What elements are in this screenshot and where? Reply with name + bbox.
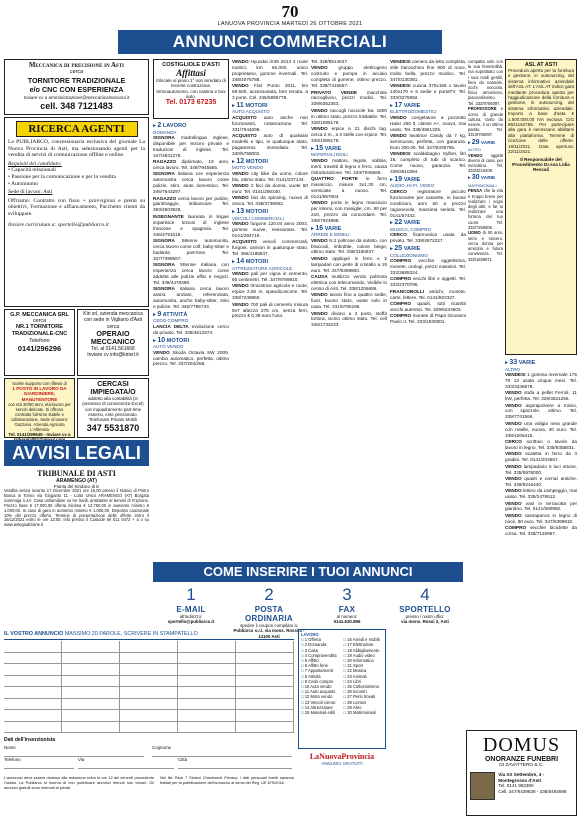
- kiri-cv: Inviare cv info@kirisrl.it: [87, 351, 139, 358]
- giardiniere-lines: con età 30/50 anni, età-lavoro per servizi delicate. Si offrono contratto full-time stabile e collaborazione. Sede di lavoro: Gazzano. Azienda Agricola L'Albereta: [8, 402, 71, 433]
- form-cell[interactable]: [62, 653, 120, 665]
- ad-30-2: UOMO di 50 anni, serio e sincero, cerca donna per amicizia e futura convivenza. Tel. 333/1839871.: [468, 230, 503, 262]
- form-cell[interactable]: [120, 641, 178, 653]
- ricerca-title: RICERCA AGENTI: [16, 121, 138, 137]
- form-privacy: Nel file Pack 7 Sintesi Chiarimenti Privacy: i dati personali forniti saranno trattati per la pubblicazione dell'annuncio ai sensi del Reg. UE 679/2016.: [160, 775, 294, 785]
- ad-2-4: RAGAZZO cerca lavoro per pulizie, giardinaggio, imbiancare. Tel. 393/2603928.: [153, 195, 229, 213]
- column-2: [232, 59, 308, 559]
- cat-12: ▸ 12 MOTORI: [232, 157, 269, 165]
- ad-2-8: SIGNORA italiana cerca lavoro assist. anziani, referenziata, automunita, anche baby-sitter, stiro e pulizie. Tel. 346/7785733.: [153, 286, 229, 309]
- rubric-item[interactable]: □ 23 Animali: [343, 673, 367, 679]
- cat-33: ▸ 33 VARIE: [505, 359, 536, 366]
- rubric-item[interactable]: □ 30 Matrimoniali: [343, 710, 376, 716]
- ad-29-1: VENDO oggetti diversi di casa, per mercatino. Tel. 333/3218209.: [468, 152, 503, 174]
- cat-33-sub: ALTRO: [505, 366, 520, 372]
- domus-sub2: DI ZAVATTERO & C.: [499, 763, 544, 768]
- step-email-value[interactable]: sportello@publiarco.it: [167, 619, 215, 625]
- ad-17-3: VENDESI scaldabagno Sylber, litri 15, completo di tubi di scarico. Come nuovo, garanzia. Tel. 339/2910394.: [390, 151, 466, 174]
- column-5: [468, 59, 503, 759]
- costigliole-phone: Tel. 0173 67235: [165, 99, 217, 107]
- tribunale-location: ARAMENGO (AT): [56, 478, 97, 484]
- form-cell[interactable]: [4, 676, 62, 688]
- rubric-item[interactable]: □ 8 Attività: [301, 673, 321, 679]
- cercasi-lines: addetto alla contabilità (in possesso di conoscenza Excel) con inquadramento part-time esterno, ente pensionato. Telefonare Privato Mobili: [82, 396, 144, 423]
- form-cell[interactable]: [4, 710, 62, 722]
- cat-10-sub: AUTO VENDO: [153, 344, 184, 350]
- form-cell[interactable]: [120, 699, 178, 711]
- cat-29-sub: ALTRO: [468, 147, 482, 153]
- cat-16: ▸ 16 VARIE: [311, 224, 342, 232]
- ad-15-1: VENDO mattoni, tegole, sabbia, inerti, travetti di legno e ferro, causa ristrutturazione. Tel. 334/7945666.: [311, 157, 387, 175]
- asl-notice: [505, 59, 577, 355]
- rubric-lavoro: LAVORO: [301, 632, 319, 637]
- rubric-item[interactable]: □ 7 Appartamenti: [301, 668, 333, 674]
- cercasi-ad: [77, 378, 149, 438]
- ad-2-7: SIGNORA 50enne italiana con esperienza cerca lavoro come addetta alle pulizie uffici e negozi. Tel. 339/4478398.: [153, 262, 229, 285]
- avvisi-legali-banner: AVVISI LEGALI: [4, 440, 149, 466]
- form-cell[interactable]: [4, 699, 62, 711]
- cat-14: ▸ 14 MOTORI: [232, 258, 269, 266]
- ad-c3-2: VENDO gruppo elettrogeno costruito e pompa in acciaio completa di gomme, ottimo prezzo. Tel. 338/7416557.: [311, 65, 387, 89]
- gp-tel-label: Telefono: [29, 338, 50, 344]
- cat-25-sub: COLLEZIONISMO: [390, 252, 428, 258]
- domus-cell: Cell. 347/6439828 - 338/5484698: [498, 788, 567, 794]
- form-cell[interactable]: [236, 687, 294, 699]
- kiri-cerca: cerca: [106, 323, 120, 330]
- ricerca-req-1: • Capacità relazionali: [8, 167, 56, 174]
- meccanica-phone: cell. 348 7121483: [40, 101, 113, 111]
- field-via[interactable]: Via: [78, 757, 174, 769]
- cat-11-sub: AUTO ACQUISTO: [232, 109, 270, 115]
- form-cell[interactable]: [236, 710, 294, 722]
- ad-c3-1: Tel. 328/8514637.: [311, 59, 349, 64]
- cat-19: ▸ 19 VARIE: [390, 175, 421, 183]
- cat-12-sub: MOTO VENDO: [232, 165, 264, 171]
- ad-33-10: VENDO vasi in terracotta per giardino. Tel. 0141/590882.: [505, 500, 577, 512]
- ad-c3-4: VENDO raccogli nocciole kw. 1800 in ottimo stato, prezzo trattabile. Tel. 328/1085178.: [311, 107, 387, 125]
- form-fine-print: L'annuncio deve essere rimesso alla redazione entro le ore 12 del venerdì precedente l'uscita. La Publiarco si riserva di non pubblicare annunci ritenuti non idonei. Gli annunci gratuiti sono riservati ai privati.: [4, 775, 154, 790]
- ad-19-1: CERCO registratore piccolo funzionante per cassette, in buone condizioni, anni 60 a prezzo ragionevole, massima serietà. Tel. 0141/57442.: [390, 188, 466, 218]
- step-fax: 3 FAX al numero: 0141.530.896: [333, 585, 361, 625]
- form-cell[interactable]: [4, 664, 62, 676]
- ad-13-1: VENDO furgone 120.04 anno 2003, gomme nuove, revisionato. Tel. 0141/294719.: [232, 221, 308, 238]
- column-1: [153, 121, 229, 559]
- kiri-ad: [77, 309, 149, 376]
- form-cell[interactable]: [120, 676, 178, 688]
- rubric-box: [298, 629, 386, 749]
- cat-9-sub: CEDO COMPRO: [153, 318, 189, 324]
- ricerca-agenti-ad: [4, 117, 149, 307]
- kiri-title: Kiri srl, azienda meccanica con sede in Vigliano d'Asti: [83, 311, 143, 323]
- ad-33-6: VENDO scaletta in ferro da 3 gradini. Tel. 0141/203657.: [505, 451, 577, 463]
- cat-17: ▸ 17 VARIE: [390, 101, 421, 109]
- gp-role: NR.1 TORNITORE TRADIZIONALE-CNC: [11, 324, 68, 337]
- giardiniere-ad: [4, 378, 75, 438]
- asl-sign: Il Responsabile del Procedimento Dr.ssa Lidia Rescali: [512, 156, 570, 173]
- cat-30: ▸ 30 VARIE: [468, 174, 496, 182]
- ad-10-1: VENDO Skoda Octavia SW 2009, cambio automatico, perfetta, ottimo prezzo. Tel. 337/204/268.: [153, 349, 229, 367]
- field-citta[interactable]: Città: [178, 757, 292, 769]
- domus-title: DOMUS: [482, 734, 561, 756]
- form-cell[interactable]: [178, 722, 236, 734]
- step-email: 1 E-MAIL all'indirizzo: sportello@publiarco.it: [153, 585, 229, 625]
- ricerca-sede: Sede di lavoro: Asti: [8, 189, 53, 196]
- ad-33-12: COMPRO vecchie biciclette da corsa. Tel. 338/7126967.: [505, 525, 577, 537]
- howto-banner: COME INSERIRE I TUOI ANNUNCI: [153, 562, 463, 582]
- form-cell[interactable]: [178, 710, 236, 722]
- form-cell[interactable]: [62, 664, 120, 676]
- rubric-item[interactable]: □ 24 Libri: [343, 678, 361, 684]
- cat-25: ▸ 25 VARIE: [390, 245, 421, 253]
- form-cell[interactable]: [236, 699, 294, 711]
- rubric-item[interactable]: □ 22 Musica: [343, 668, 367, 674]
- asl-lines: Procedura aperta per la fornitura e gestione, in outsourcing, del sistema informativo aziendale dell'ASL AT. L'ASL AT indice gara mediante procedura aperta per l'aggiudicazione della fornitura e gestione, in outsourcing, del sistema informativo aziendale. Importo a base d'asta € 1.500.000,00 IVA esclusa. CIG 8921162765. Per partecipare alla gara è necessario abilitarsi alla piattaforma. Termine di ricezione delle offerte: 19/11/2021. Data apertura: 22/11/2021.: [508, 68, 574, 155]
- ad-16-3: CAUSA inutilizzo vendo poltrona elettrica con telecomando. Visibile in centro di Asti. Tel. 338/1206686.: [311, 274, 387, 291]
- cat-19-sub: AUDIO, HI-FI, VIDEO: [390, 183, 435, 189]
- rubric-item[interactable]: □ 13 Veicoli comm.: [301, 699, 337, 705]
- ad-c2-2: VENDO Fiat Punto 2011, km 69.500, accessoriata, ben tenuta, a 3 porte. Cel. 345/6996778.: [232, 83, 308, 100]
- ad-22-1: CERCO fisarmonica usata da privato. Tel. 338/4872227.: [390, 232, 466, 244]
- gp-meccanica-ad: [4, 309, 75, 376]
- form-grid[interactable]: [4, 641, 294, 733]
- cat-29: ▸ 29 VARIE: [468, 138, 496, 146]
- ad-12-2: VENDO 2 bici da donna, vuote 50 euro. Tel. 0141/290340.: [232, 183, 308, 194]
- ad-2-2: RAGAZZO diplomato, 19 anni, cerca lavoro. Tel. 349/7945565.: [153, 159, 229, 171]
- cat-11: ▸ 11 MOTORI: [232, 101, 268, 109]
- cercasi-title: CERCASI IMPIEGATA/O: [90, 381, 136, 396]
- ricerca-invite: Inviare curriculum a: sportello@publiarco.it: [8, 221, 109, 228]
- ad-25-2: COMPRO vecchi libri e oggetti. Tel. 333/2370795.: [390, 276, 466, 288]
- ad-33-7: VENDO lampadario 5 luci ottone. Tel. 335/5978000.: [505, 463, 577, 475]
- ad-2-6: SIGNORA 58enne automunita, cerca lavoro come colf, baby-sitter e badante, part-time. Tel. 327/7399567.: [153, 237, 229, 261]
- ad-14-3: VENDO 700 pali di cemento misura 9x7 altezza 275 cm, senza ferri, prezzo € 0,38 euro l'uno.: [232, 301, 308, 319]
- cat-22: ▸ 22 VARIE: [390, 219, 421, 227]
- rubric-item[interactable]: □ 14 Attrezzature: [301, 704, 333, 710]
- costigliole-ad: [153, 59, 229, 119]
- cat-15: ▸ 15 VARIE: [311, 144, 342, 152]
- column-6: [505, 358, 577, 658]
- lanuova-logo: LaNuovaProvincia ANNUNCI GRATUITI: [309, 752, 375, 766]
- ad-33-5: CERCO scrittoio o tavolo da lavoro in legno. Tel. 335/9358831.: [505, 438, 577, 450]
- form-cell[interactable]: [62, 676, 120, 688]
- ad-11-1: ACQUISTO auto anche non funzionanti, rottamazione. Tel. 331/7944098.: [232, 114, 308, 132]
- rubric-item[interactable]: □ 19 Audio video: [343, 652, 375, 658]
- meccanica-invite: Inviare cv a amministrazione@meccanicamossoni.it: [23, 95, 130, 100]
- ad-33-11: VENDO cassapanca in legno di noce, 80 euro. Tel. 347/6399810.: [505, 512, 577, 524]
- rubric-item[interactable]: □ 15 Materiali edili: [301, 710, 335, 716]
- costigliole-word: Affittasi: [176, 68, 206, 78]
- step-posta: 2 POSTA ORDINARIA spedire il coupon compilato a: Publiarco s.r.l. via mons. Rossi 3 - 14100 Asti: [233, 585, 305, 639]
- domus-ad: [466, 730, 577, 816]
- form-cell[interactable]: [236, 641, 294, 653]
- form-cell[interactable]: [4, 641, 62, 653]
- cat-17-sub: ELETTRODOMESTICI: [390, 109, 437, 115]
- ad-2-5: INSEGNANTE laureata in lingue impartisce lezioni di inglese francese e spagnolo. Tel. 346/4791018.: [153, 213, 229, 237]
- kiri-tel: Tel. al 0141.561668: [91, 345, 135, 352]
- form-title: IL VOSTRO ANNUNCIO: [4, 631, 64, 637]
- ad-11-2: ACQUISTO auto di qualsiasi modello e tipo, in qualunque stato, pagamento immediato. Tel. 340/5758002.: [232, 133, 308, 156]
- form-cell[interactable]: [120, 687, 178, 699]
- ad-c4-2: VENDESI cucina 375x155 x tavolo 140x170 e 6 sedie e portaTV. Tel. 333/3275992.: [390, 83, 466, 100]
- gp-title: G.P. MECCANICA SRL: [10, 312, 69, 318]
- cat-30-sub: MATRIMONIALI: [468, 182, 497, 188]
- cercasi-phone: 347 5531870: [86, 422, 140, 433]
- ad-33-1: VENDESI 1 gomma invernale 175 70 13 usata cinque mesi. Tel. 333/3246578.: [505, 372, 577, 389]
- ad-2-3: SIGNORA italiana con esperienza automunita cerca lavoro come pulizie, stiro, aiuto domestico. Tel. 346/7643297.: [153, 171, 229, 195]
- column-4: [390, 59, 466, 819]
- ricerca-offer: Offriamo: Contratto con fisso + provvigioni e premi su obiettivi, Formazione e affiancamento, Pacchetto clienti da sviluppare.: [8, 197, 145, 217]
- cat-14-sub: ATTREZZATURE AGRICOLE: [232, 265, 293, 271]
- ad-33-2: VENDO stufa a pellet Ferroli, 11 kW, perfetta. Tel. 329/4821256.: [505, 390, 577, 402]
- cat-22-sub: MUSICA, COMPRO: [390, 226, 432, 232]
- ad-c5-1: compatta solo con la sua femminilità, ma soprattutto con i suoi modi gentili, fiera da naturale, occhi nocciola, fisico armonioso, piacevolissimo. Tel. 333/9756097.: [468, 59, 503, 106]
- gp-phone: 0141/296296: [17, 344, 62, 353]
- rubric-item[interactable]: □ 28 Lezioni: [343, 699, 367, 705]
- data-label: Dati dell'inserzionista: [4, 737, 56, 743]
- ad-14-2: VENDO trinciatrice agricola e ruote, erpice 2,50 m, spandiconcime. Tel. 338/7238950.: [232, 283, 308, 301]
- ad-25-3: FRANCOBOLLI antichi, monete, carte, lettere. Tel. 0141/603327.: [390, 288, 466, 300]
- ad-25-4: COMPRO quadri, tutti ricambi vecchi autentici. Tel. 329/6243603.: [390, 301, 466, 312]
- ad-33-9: VENDO lettino da campeggio, mai usato. Tel. 339/2476512.: [505, 488, 577, 500]
- ad-25-5: COMPRO monete di Papa Giovanni Paolo II. Tel. 333/1830001.: [390, 313, 466, 325]
- rubric-item[interactable]: □ 3 Casa: [301, 647, 318, 653]
- form-cell[interactable]: [62, 687, 120, 699]
- ricerca-req-title: Requisiti del candidato:: [8, 160, 62, 167]
- ad-17-1: VENDO congelatore a pozzetto Haier 250 lt, classe A+, nuovo, mai usato. Tel. 338/4561325.: [390, 114, 466, 132]
- form-cell[interactable]: [120, 722, 178, 734]
- ad-c3-5: VENDO erpice a 21 dischi lag. cerca 2 m., a 3 stelle con erpice. Tel. 328/1085178.: [311, 125, 387, 143]
- column-3: [311, 59, 387, 559]
- ad-33-3: VENDO aspirapolvere a traino, con spazzole, ottimo. Tel. 339/7741566.: [505, 402, 577, 420]
- tribunale-notice: [4, 469, 149, 541]
- rubric-item[interactable]: □ 16 Arredi e mobili: [343, 637, 380, 643]
- meccanica-title: Meccanica di precisione in Asti: [29, 62, 124, 69]
- rubric-item[interactable]: □ 17 Elettrodom.: [343, 642, 375, 648]
- ad-33-8: VENDO quadri e cornici antiche. Tel. 348/9216440.: [505, 475, 577, 487]
- rubric-item[interactable]: □ 5 Affitto: [301, 658, 319, 664]
- costigliole-title: COSTIGLIOLE D'ASTI: [162, 62, 220, 68]
- ad-c4-1: VENDESI camera da letto completa, stile barocchino fine 800 di noce, molto bella, prezzo modico. Tel. 347/0130381.: [390, 59, 466, 82]
- cat-2: ▸ 2 LAVORO: [153, 122, 187, 129]
- kiri-role: OPERAIO MECCANICO: [90, 328, 136, 346]
- meccanica-role2: e/o CNC CON ESPERIENZA: [29, 85, 124, 94]
- cat-10: ▸ 10 MOTORI: [153, 336, 190, 344]
- form-cell[interactable]: [236, 664, 294, 676]
- ricerca-body: La PUBLIARCO, concessionaria esclusiva del giornale La Nuova Provincia di Asti, ma selezionando agenti per la vendita di servizi di comunicazione offline e online.: [8, 139, 145, 159]
- form-title-row: [4, 629, 294, 640]
- costigliole-lines: trilocale al piano 1° non arredato di recente costruzione, termoautonomo, con cantina e box auto.: [156, 78, 226, 99]
- rubric-item[interactable]: □ 1 Offerta: [301, 637, 321, 643]
- cat-15-sub: MATERIALI EDILI: [311, 152, 348, 158]
- form-cell[interactable]: [178, 676, 236, 688]
- domus-address: Via XX Settembre, 4 - Montegrosso d'Asti: [498, 772, 545, 783]
- step-sportello: 4 SPORTELLO presso i nostri uffici: via mons. Rossi 3, Asti: [399, 585, 451, 625]
- ad-15-3: VENDO porta in legno massiccio per interni, con maniglie, cm. 80 per 210, prezzo da concordare. Tel. 338/7924888.: [311, 200, 387, 223]
- giardiniere-intro: Scelte supporto con riflessi di: [12, 381, 67, 386]
- form-cell[interactable]: [178, 687, 236, 699]
- form-cell[interactable]: [178, 653, 236, 665]
- meccanica-ad: [4, 59, 149, 115]
- form-cell[interactable]: [178, 699, 236, 711]
- ad-c3-3: PRIVATO VENDE macchine raccoglivino, prezzi modici. Tel. 339/6352363.: [311, 89, 387, 107]
- ad-c2-1: VENDO Hyundai iX35 2013 4 ruote motrici, km 65.000, unico proprietario, gomme invernali. Tel. 348/4076788.: [232, 59, 308, 82]
- rubric-item[interactable]: □ 10 Auto vendo: [301, 684, 332, 690]
- cat-16-sub: ARREDI E MOBILI: [311, 232, 350, 238]
- gp-cerca: cerca: [32, 318, 47, 324]
- cat-13-sub: VEICOLI COMMERCIALI: [232, 215, 284, 221]
- form-cell[interactable]: [62, 641, 120, 653]
- rubric-item[interactable]: □ 27 Persi trovati: [343, 694, 376, 700]
- field-telefono[interactable]: Telefono: [4, 757, 74, 769]
- rubric-item[interactable]: □ 29 Altro: [343, 704, 362, 710]
- rubric-item[interactable]: □ 25 Collezionismo: [343, 684, 380, 690]
- form-cell[interactable]: [62, 710, 120, 722]
- page-number: 70: [281, 2, 299, 21]
- dateline: LANUOVA PROVINCIA MARTEDÌ 26 OTTOBRE 2021: [217, 21, 363, 27]
- domus-sub: ONORANZE FUNEBRI: [484, 756, 559, 763]
- field-nome[interactable]: Nome: [4, 745, 144, 757]
- rubric-item[interactable]: □ 12 Moto vendo: [301, 694, 333, 700]
- field-cognome[interactable]: Cognome: [152, 745, 292, 757]
- form-cell[interactable]: [120, 653, 178, 665]
- ad-16-5: VENDO divano a 2 posti, stoffa tortora, vicino ottimo stato. Tel. cell 345/1734233.: [311, 310, 387, 328]
- rubric-item[interactable]: □ 6 Affitto ferie: [301, 663, 328, 669]
- rubric-item[interactable]: □ 20 Informatica: [343, 658, 374, 664]
- ad-30-1: PENSA che la vita è troppo breve per realizzare i sogni degli altri, e far tu realizzare una fortuna del tuo cuore. Tel. 333/7259806.: [468, 188, 503, 230]
- form-cell[interactable]: [120, 710, 178, 722]
- cat-2-sub: DOMANDA: [153, 129, 177, 135]
- domus-photo: [470, 772, 495, 800]
- rubric-item[interactable]: □ 21 Sport: [343, 663, 364, 669]
- form-cell[interactable]: [120, 664, 178, 676]
- rubric-item[interactable]: □ 26 Incontri: [343, 689, 367, 695]
- meccanica-role: TORNITORE TRADIZIONALE: [27, 76, 126, 85]
- meccanica-cerca: cerca: [69, 69, 84, 75]
- ad-33-4: VENDO una valigia nera grande con rotelle, nuova, 30 euro. Tel. 338/4206415.: [505, 420, 577, 438]
- tribunale-lines: Vendita senza incanto 17 Dicembre 2021 ore 16,00 presso il Notaio di Pietro Busca in Torino via Gioganto 11 - Lotto Unico ARAMENGO (AT) Borgata Sommaja n.4A: Casa unifamiliare su tre livelli, antistante al termini di Frazione. Prezzo base € 17.000,00 offerta minima € 12.750,00 in aumento minimo € 1.000,00. In caso di gara in aumento minimo € 1.000,00. Deposito cauzionale 10% del prezzo offerto. Termine di presentazione delle offerte entro il 16/12/2021 entro le ore 12:00. Info presso il Custode tel 011 0472 + a o su www.astegiudiziarie.it: [4, 488, 149, 528]
- form-cell[interactable]: [62, 699, 120, 711]
- rubric-item[interactable]: □ 4 Compravendita: [301, 652, 337, 658]
- rubric-item[interactable]: □ 11 Auto acquisto: [301, 689, 336, 695]
- tribunale-sub: Pianta del Sindaco di E: [53, 484, 100, 489]
- giardiniere-tel: Tel. 0141/299949 - Inviare cv a: [8, 432, 71, 438]
- form-cell[interactable]: [236, 653, 294, 665]
- asl-title: ASL AT ASTI: [524, 62, 558, 68]
- ad-25-1: COMPRO vecchia oggettistica, monete, orologi, prezzi massimi. Tel. 333/3685324.: [390, 258, 466, 276]
- form-cell[interactable]: [4, 653, 62, 665]
- personal-fields: [4, 745, 294, 769]
- form-hint: MASSIMO 20 PAROLE, SCRIVERE IN STAMPATELLO: [64, 631, 198, 637]
- form-cell[interactable]: [62, 722, 120, 734]
- form-cell[interactable]: [236, 676, 294, 688]
- form-cell[interactable]: [4, 722, 62, 734]
- form-cell[interactable]: [178, 641, 236, 653]
- form-cell[interactable]: [4, 687, 62, 699]
- ad-9-1: LANCIA DELTA evoluzione cerco da privato. Tel. 338/4812974.: [153, 323, 229, 335]
- ricerca-req-3: • Automunito: [8, 180, 39, 187]
- giardiniere-role: 1 POSTO IN LAVORO DA GIARDINIERE, MANUTENTORE: [12, 386, 67, 402]
- ad-12-3: VENDO bici da spinning, nuova di zecca. Tel. 338/3738052.: [232, 195, 308, 207]
- form-cell[interactable]: [178, 664, 236, 676]
- ad-12-1: VENDO city bike da uomo, colore blu, ottimo stato. Tel. 0141/237134.: [232, 170, 308, 182]
- domus-tel: Tel. 0141 953390: [498, 783, 534, 789]
- rubric-item[interactable]: □ 2 Domanda: [301, 642, 327, 648]
- ad-13-2: ACQUISTO veicoli commerciali, furgoni, camion in qualunque stato. Tel. 366/1185537.: [232, 239, 308, 257]
- tribunale-title: TRIBUNALE DI ASTI: [37, 469, 116, 478]
- ad-14-1: VENDO pali per vigna in cemento, 60 centimetri. Tel. 347/9769810.: [232, 271, 308, 282]
- ad-15-2: QUATTRO PORTE in ferro massiccio, misure 2x1,30 cm, verniciate a nuovo. Tel. 0141/957604.: [311, 175, 387, 199]
- form-cell[interactable]: [236, 722, 294, 734]
- ad-17-2: VENDO lavatrice Candy da 7 kg, seminuova, perfetta, con garanzia. Euro 200,00. Tel. 347/6339766.: [390, 133, 466, 150]
- ad-2-1: SIGNORA madrelingua inglese, disponibile per lezioni private e traduzioni di inglese. Tel. 347/4831278.: [153, 135, 229, 158]
- ad-16-1: VENDO N.2 poltrone da salotto, con braccioli, imbottite, colore beige, ottimo stato. Tel. 338/3160837.: [311, 237, 387, 255]
- section-banner: ANNUNCI COMMERCIALI: [118, 30, 442, 54]
- cat-9: ▸ 9 ATTIVITÀ: [153, 310, 188, 318]
- rubric-item[interactable]: □ 18 Abbigliamento: [343, 647, 380, 653]
- cat-13: ▸ 13 MOTORI: [232, 208, 269, 216]
- ricerca-req-2: • Passione per la comunicazione e per la vendita: [8, 173, 116, 180]
- ad-16-2: VENDO appliqué in ferro e 2 lampadari con perle di cristallo a 15 euro. Tel. 347/6399900.: [311, 255, 387, 273]
- ad-c5-2: PROFESSORE e uomo di grande cultura, tanto da essere, è un ottimo partito. Tel. 331/9706097.: [468, 106, 503, 138]
- ad-16-4: VENDO tavolo fino a quattro sedie, fuori, buono stato, usate solo in casa. Tel. 331/6786196.: [311, 292, 387, 310]
- rubric-list: [301, 637, 383, 715]
- rubric-item[interactable]: □ 9 Cedo compro: [301, 678, 334, 684]
